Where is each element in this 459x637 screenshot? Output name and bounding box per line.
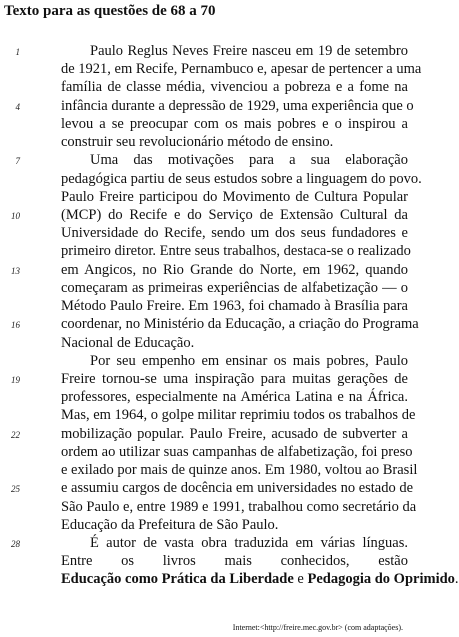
text-line: (MCP) do Recife e do Serviço de Extensão Cultural da bbox=[61, 207, 408, 223]
line-number: 13 bbox=[11, 265, 20, 276]
text-line: Mas, em 1964, o golpe militar reprimiu todos os trabalhos de bbox=[61, 407, 416, 424]
text-line: primeiro diretor. Entre seus trabalhos, destaca-se o realizado bbox=[61, 243, 411, 260]
line-number: 28 bbox=[11, 538, 20, 549]
text-line: construir seu revolucionário método de ensino. bbox=[61, 134, 334, 151]
text-line: família de classe média, vivenciou a pobreza e a fome na bbox=[61, 79, 408, 96]
text-line: ordem ao utilizar suas campanhas de alfabetização, foi preso bbox=[61, 443, 413, 460]
text-line: de 1921, em Recife, Pernambuco e, apesar de pertencer a uma bbox=[61, 61, 422, 78]
text-line: Método Paulo Freire. Em 1963, foi chamado à Brasília para bbox=[61, 298, 408, 315]
line-number: 1 bbox=[15, 47, 20, 57]
text-line: mobilização popular. Paulo Freire, acusado de subverter a bbox=[61, 425, 408, 442]
text-line: professores, especialmente na América Latina e na África. bbox=[61, 389, 408, 406]
page-title: Texto para as questões de 68 a 70 bbox=[4, 3, 216, 19]
text-line: Nacional de Educação. bbox=[61, 334, 195, 351]
line-number: 25 bbox=[11, 484, 20, 495]
text-span: e bbox=[293, 571, 308, 588]
text-line: Paulo Reglus Neves Freire nasceu em 19 de setembro bbox=[90, 43, 408, 59]
text-line: infância durante a depressão de 1929, uma experiência que o bbox=[61, 97, 414, 114]
text-line: Paulo Freire participou do Movimento de Cultura Popular bbox=[61, 188, 408, 205]
text-span: . bbox=[454, 571, 459, 588]
text-line: pedagógica partiu de seus estudos sobre a linguagem do povo. bbox=[61, 170, 422, 187]
text-line: Entre os livros mais conhecidos, estão bbox=[61, 553, 408, 570]
text-line bbox=[61, 570, 459, 588]
line-number: 22 bbox=[11, 429, 20, 440]
text-line: e assumiu cargos de docência em universidades no estado de bbox=[61, 480, 414, 497]
text-line: e exilado por mais de quinze anos. Em 1980, voltou ao Brasil bbox=[61, 462, 418, 479]
line-number: 16 bbox=[11, 320, 20, 331]
text-line: começaram as primeiras experiências de alfabetização — o bbox=[61, 279, 408, 296]
text-line: levou a se preocupar com os mais pobres e o inspirou a bbox=[61, 115, 408, 132]
text-line: Freire tornou-se uma inspiração para muitas gerações de bbox=[61, 371, 408, 387]
line-number: 19 bbox=[11, 375, 20, 385]
book-title: Pedagogia do Oprimido bbox=[307, 571, 455, 588]
line-number: 4 bbox=[15, 101, 20, 112]
book-title: Educação como Prática da Liberdade bbox=[61, 571, 294, 588]
text-line: em Angicos, no Rio Grande do Norte, em 1962, quando bbox=[61, 261, 408, 278]
text-line: São Paulo e, entre 1989 e 1991, trabalhou como secretário da bbox=[61, 498, 417, 515]
text-line: Por seu empenho em ensinar os mais pobres, Paulo bbox=[90, 352, 408, 369]
text-line: É autor de vasta obra traduzida em várias línguas. bbox=[90, 534, 408, 551]
text-line: Uma das motivações para a sua elaboração bbox=[90, 152, 408, 169]
text-line: coordenar, no Ministério da Educação, a criação do Programa bbox=[61, 316, 419, 333]
text-line: Educação da Prefeitura de São Paulo. bbox=[61, 516, 279, 533]
source-citation: Internet:<http://freire.mec.gov.br> (com adaptações). bbox=[232, 623, 403, 632]
line-number: 7 bbox=[15, 156, 20, 167]
line-number: 10 bbox=[11, 211, 20, 221]
text-line: Universidade do Recife, sendo um dos seus fundadores e bbox=[61, 225, 408, 242]
